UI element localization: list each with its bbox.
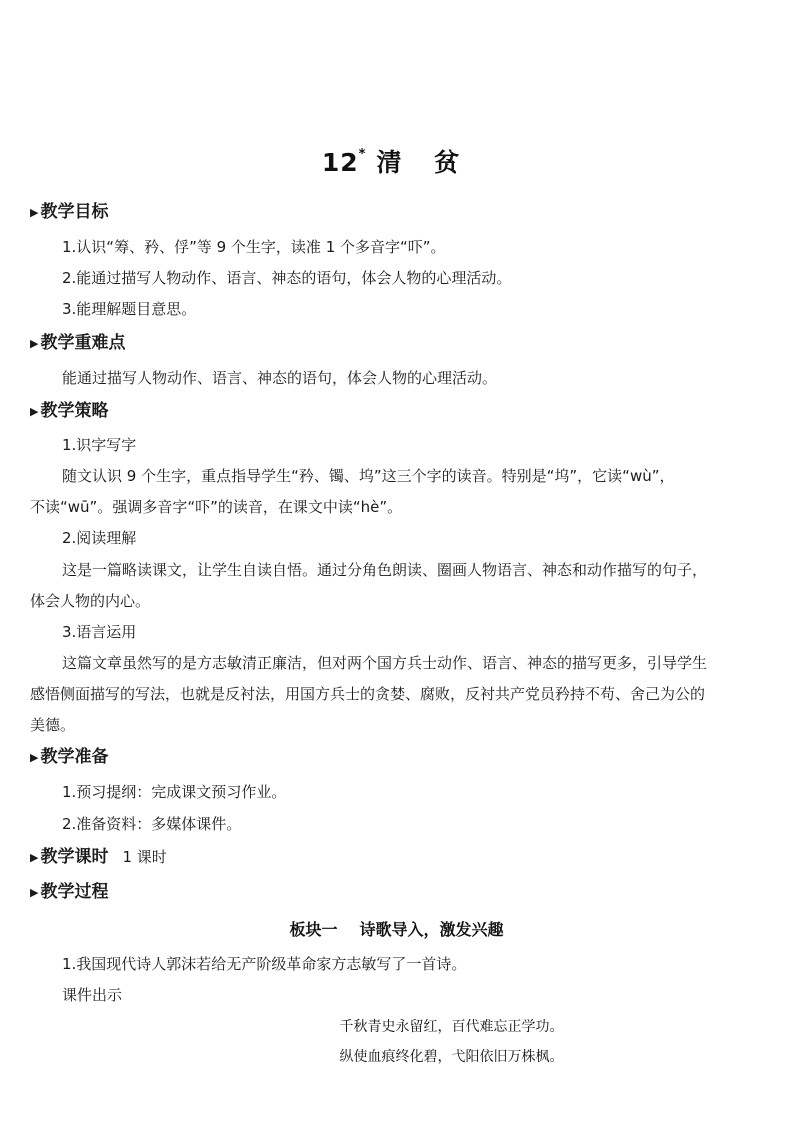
heading-key-points: ▶ 教学重难点 xyxy=(30,333,126,353)
heading-process: ▶ 教学过程 xyxy=(30,882,109,902)
heading-objectives: ▶ 教学目标 xyxy=(30,202,109,222)
process-line: 课件出示 xyxy=(62,986,123,1004)
triangle-bullet-icon: ▶ xyxy=(30,337,39,350)
strategy-paragraph-line: 体会人物的内心。 xyxy=(30,592,151,610)
strategy-subheading: 3.语言运用 xyxy=(62,623,137,641)
poem-line: 千秋青史永留红，百代难忘正学功。 xyxy=(339,1019,564,1035)
strategy-paragraph-line: 美德。 xyxy=(30,716,76,734)
heading-preparation: ▶ 教学准备 xyxy=(30,747,109,767)
triangle-bullet-icon: ▶ xyxy=(30,405,39,418)
preparation-item: 1.预习提纲：完成课文预习作业。 xyxy=(62,783,287,801)
optional-lesson-star: * xyxy=(358,146,367,162)
page-title xyxy=(0,143,793,179)
strategy-paragraph-line: 随文认识 9 个生字，重点指导学生“矜、镯、坞”这三个字的读音。特别是“坞”，它读“wù”， xyxy=(62,467,675,485)
block-heading: 诗歌导入，激发兴趣 xyxy=(359,920,504,939)
objective-item: 1.认识“筹、矜、俘”等 9 个生字，读准 1 个多音字“吓”。 xyxy=(62,238,446,256)
strategy-subheading: 2.阅读理解 xyxy=(62,529,137,547)
strategy-subheading: 1.识字写字 xyxy=(62,436,137,454)
triangle-bullet-icon: ▶ xyxy=(30,751,39,764)
strategy-paragraph-line: 不读“wū”。强调多音字“吓”的读音，在课文中读“hè”。 xyxy=(30,498,403,516)
strategy-paragraph-line: 这是一篇略读课文，让学生自读自悟。通过分角色朗读、圈画人物语言、神态和动作描写的句子， xyxy=(62,561,708,579)
strategy-paragraph-line: 这篇文章虽然写的是方志敏清正廉洁，但对两个国方兵士动作、语言、神态的描写更多，引导学生 xyxy=(62,654,708,672)
heading-strategy: ▶ 教学策略 xyxy=(30,401,109,421)
heading-periods: ▶ 教学课时 1 课时 xyxy=(30,847,167,867)
objective-item: 3.能理解题目意思。 xyxy=(62,300,197,318)
key-points-text: 能通过描写人物动作、语言、神态的语句，体会人物的心理活动。 xyxy=(62,369,498,387)
strategy-paragraph-line: 感悟侧面描写的写法，也就是反衬法，用国方兵士的贪婪、腐败，反衬共产党员矜持不苟、舍己为公的 xyxy=(30,685,706,703)
triangle-bullet-icon: ▶ xyxy=(30,851,39,864)
objective-item: 2.能通过描写人物动作、语言、神态的语句，体会人物的心理活动。 xyxy=(62,269,512,287)
lesson-number: 12 xyxy=(321,148,359,177)
block-title xyxy=(0,917,793,940)
triangle-bullet-icon: ▶ xyxy=(30,206,39,219)
triangle-bullet-icon: ▶ xyxy=(30,886,39,899)
block-label: 板块一 xyxy=(289,920,338,939)
poem-line: 纵使血痕终化碧，弋阳依旧万株枫。 xyxy=(339,1049,564,1065)
process-line: 1.我国现代诗人郭沫若给无产阶级革命家方志敏写了一首诗。 xyxy=(62,955,467,973)
periods-value: 1 课时 xyxy=(122,848,167,866)
lesson-title: 清 贫 xyxy=(376,148,472,177)
preparation-item: 2.准备资料：多媒体课件。 xyxy=(62,815,242,833)
